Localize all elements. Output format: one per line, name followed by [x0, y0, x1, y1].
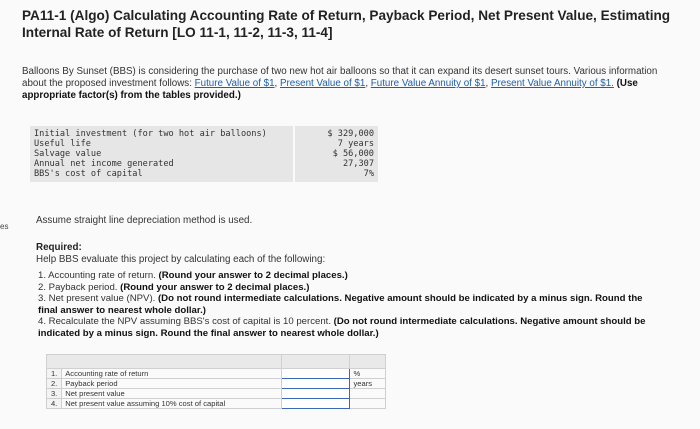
given-label: Salvage value [30, 149, 294, 159]
link-present-value-annuity[interactable]: Present Value Annuity of $1. [490, 78, 614, 89]
row-number: 2. [47, 379, 62, 389]
link-future-value[interactable]: Future Value of $1 [194, 78, 275, 89]
answer-table [46, 354, 386, 409]
row-label: Accounting rate of return [62, 369, 282, 379]
given-row [30, 126, 378, 139]
row-label: Net present value [62, 389, 282, 399]
required-subheading: Help BBS evaluate this project by calculating each of the following: [36, 254, 326, 265]
unit-label: % [350, 369, 386, 379]
given-value: 7% [294, 169, 378, 182]
required-list [38, 270, 658, 339]
row-number: 1. [47, 369, 62, 379]
required-item: 3. Net present value (NPV). (Do not round intermediate calculations. Negative amount should be indicated by a minus sign. Round the final answer to nearest whole dollar.) [38, 293, 643, 316]
instruction-text: (Use appropriate factor(s) from the tables provided.) [22, 78, 638, 101]
row-label: Net present value assuming 10% cost of capital [62, 399, 282, 409]
unit-label [350, 389, 386, 399]
given-value: $ 329,000 [294, 126, 378, 139]
answer-header-row [47, 355, 386, 369]
given-row [30, 169, 378, 182]
edge-marker: es [0, 222, 9, 231]
answer-row [47, 389, 386, 399]
required-item: 1. Accounting rate of return. (Round your answer to 2 decimal places.) [38, 270, 348, 281]
given-label: Initial investment (for two hot air balloons) [30, 126, 294, 139]
unit-label: years [350, 379, 386, 389]
link-present-value[interactable]: Present Value of $1 [280, 78, 366, 89]
given-row [30, 139, 378, 149]
given-value: 27,307 [294, 159, 378, 169]
given-value: 7 years [294, 139, 378, 149]
accounting-rate-input[interactable] [282, 369, 350, 379]
given-label: Useful life [30, 139, 294, 149]
answer-row [47, 369, 386, 379]
assumption-text: Assume straight line depreciation method is used. [36, 215, 253, 226]
answer-row [47, 399, 386, 409]
given-row [30, 149, 378, 159]
given-row [30, 159, 378, 169]
given-data-table [30, 126, 378, 182]
unit-label [350, 399, 386, 409]
problem-intro: Balloons By Sunset (BBS) is considering the purchase of two new hot air balloons so that it can expand its desert sunset tours. Various information about the proposed investment follows: Future Value of $1, Present Value of $1, Future Value Annuity of $1, Present Value Annuity of $1. (Use appropriate factor(s) from the tables provided.) [22, 66, 658, 101]
answer-row [47, 379, 386, 389]
required-item: 4. Recalculate the NPV assuming BBS's cost of capital is 10 percent. (Do not round intermediate calculations. Negative amount should be indicated by a minus sign. Round the final answer to nearest whole dollar.) [38, 316, 646, 339]
given-value: $ 56,000 [294, 149, 378, 159]
intro-text: Balloons By Sunset (BBS) is considering the purchase of two new hot air balloons so that it can expand its desert sunset tours. Various information about the proposed investment follows: [22, 66, 658, 89]
given-label: Annual net income generated [30, 159, 294, 169]
payback-period-input[interactable] [282, 379, 350, 389]
npv-input[interactable] [282, 389, 350, 399]
row-number: 4. [47, 399, 62, 409]
link-future-value-annuity[interactable]: Future Value Annuity of $1 [370, 78, 486, 89]
row-number: 3. [47, 389, 62, 399]
problem-title: PA11-1 (Algo) Calculating Accounting Rate of Return, Payback Period, Net Present Value, Estimating Internal Rate of Return [LO 11-1, 11-2, 11-3, 11-4] [22, 8, 671, 40]
given-label: BBS's cost of capital [30, 169, 294, 182]
npv-10-percent-input[interactable] [282, 399, 350, 409]
row-label: Payback period [62, 379, 282, 389]
required-heading: Required: [36, 242, 82, 253]
required-item: 2. Payback period. (Round your answer to 2 decimal places.) [38, 281, 310, 293]
